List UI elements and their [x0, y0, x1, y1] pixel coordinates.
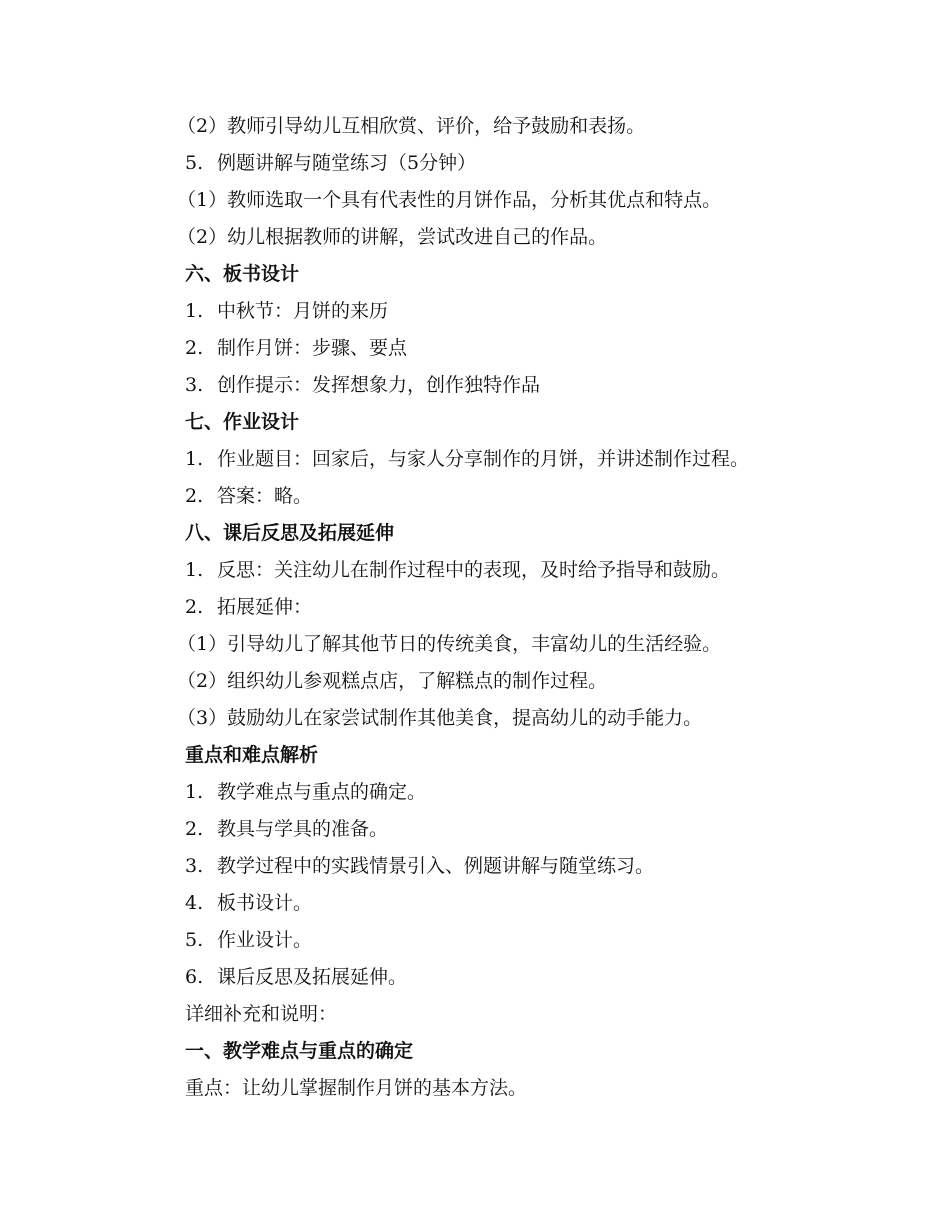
sub-item: （2）幼儿根据教师的讲解，尝试改进自己的作品。 [177, 226, 608, 248]
sub-item: （3）鼓励幼儿在家尝试制作其他美食，提高幼儿的动手能力。 [177, 707, 703, 729]
item-number: 1. [185, 781, 204, 803]
item-number: 3. [185, 374, 204, 396]
item-text: 作业设计。 [217, 929, 313, 951]
item-number: 4. [185, 892, 204, 914]
sub-item: （2）教师引导幼儿互相欣赏、评价，给予鼓励和表扬。 [177, 115, 646, 137]
item-number: 3. [185, 855, 204, 877]
numbered-item [185, 848, 885, 885]
item-number: 2. [185, 485, 204, 507]
numbered-item [185, 774, 885, 811]
sub-item: （1）教师选取一个具有代表性的月饼作品，分析其优点和特点。 [177, 189, 722, 211]
item-number: 2. [185, 337, 204, 359]
item-text: 例题讲解与随堂练习（5分钟） [217, 152, 477, 174]
document-page [177, 108, 885, 1107]
item-text: 中秋节：月饼的来历 [217, 300, 389, 322]
item-text: 作业题目：回家后，与家人分享制作的月饼，并讲述制作过程。 [217, 448, 750, 470]
numbered-item [185, 441, 885, 478]
item-number: 2. [185, 596, 204, 618]
section-heading: 八、课后反思及拓展延伸 [185, 522, 395, 544]
item-text: 拓展延伸： [217, 596, 313, 618]
sub-item: （1）引导幼儿了解其他节日的传统美食，丰富幼儿的生活经验。 [177, 633, 722, 655]
item-number: 1. [185, 559, 204, 581]
numbered-item [185, 478, 885, 515]
item-number: 2. [185, 818, 204, 840]
numbered-item [185, 330, 885, 367]
item-number: 6. [185, 966, 204, 988]
item-number: 1. [185, 448, 204, 470]
section-heading: 一、教学难点与重点的确定 [185, 1040, 414, 1062]
item-text: 板书设计。 [217, 892, 313, 914]
paragraph-line: 重点：让幼儿掌握制作月饼的基本方法。 [185, 1077, 528, 1099]
sub-item: （2）组织幼儿参观糕点店，了解糕点的制作过程。 [177, 670, 608, 692]
item-text: 教具与学具的准备。 [217, 818, 389, 840]
numbered-item [185, 293, 885, 330]
numbered-item [185, 145, 885, 182]
item-text: 课后反思及拓展延伸。 [217, 966, 408, 988]
section-heading: 重点和难点解析 [185, 744, 319, 766]
item-text: 答案：略。 [217, 485, 313, 507]
section-heading: 七、作业设计 [185, 411, 300, 433]
numbered-item [185, 885, 885, 922]
item-number: 5. [185, 152, 204, 174]
item-text: 制作月饼：步骤、要点 [217, 337, 408, 359]
item-text: 反思：关注幼儿在制作过程中的表现，及时给予指导和鼓励。 [217, 559, 731, 581]
numbered-item [185, 959, 885, 996]
numbered-item [185, 552, 885, 589]
item-number: 5. [185, 929, 204, 951]
item-text: 教学过程中的实践情景引入、例题讲解与随堂练习。 [217, 855, 655, 877]
paragraph-line: 详细补充和说明： [185, 1003, 338, 1025]
item-number: 1. [185, 300, 204, 322]
numbered-item [185, 922, 885, 959]
section-heading: 六、板书设计 [185, 263, 300, 285]
item-text: 教学难点与重点的确定。 [217, 781, 427, 803]
numbered-item [185, 589, 885, 626]
numbered-item [185, 367, 885, 404]
numbered-item [185, 811, 885, 848]
item-text: 创作提示：发挥想象力，创作独特作品 [217, 374, 541, 396]
